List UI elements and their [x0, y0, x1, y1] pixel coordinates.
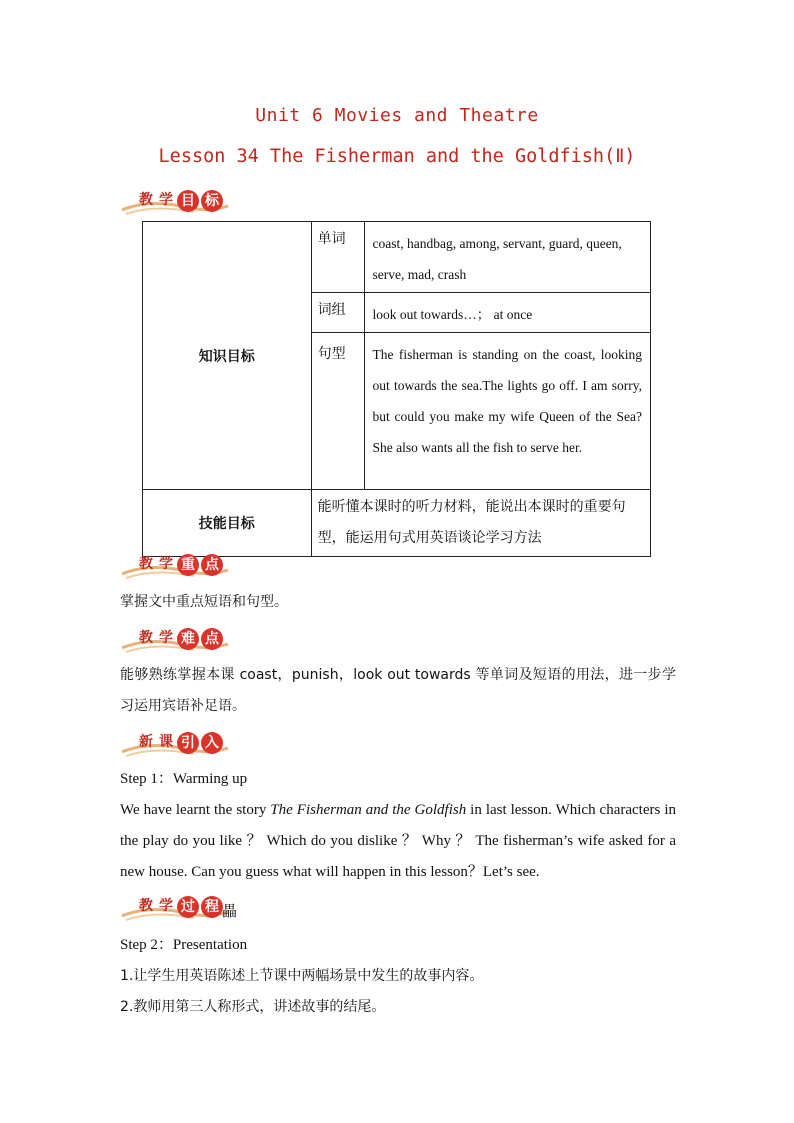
step1-paragraph	[120, 795, 676, 888]
badge-char-highlight: 重	[177, 554, 199, 576]
step1-text-before: We have learnt the story	[120, 802, 271, 818]
difficulties-text: 能够熟练掌握本课 coast，punish，look out towards 等单词及短语的用法，进一步学习运用宾语补足语。	[120, 667, 676, 714]
key-points-text: 掌握文中重点短语和句型。	[120, 594, 288, 610]
badge-char-highlight: 标	[201, 190, 223, 212]
badge-char-highlight: 程	[201, 896, 223, 918]
badge-char: 教	[139, 192, 153, 208]
row-content-sentences: The fisherman is standing on the coast, looking out towards the sea.The lights go off. I am sorry, but could you make my wife Queen of the Sea?She also wants all the fish to serve her.	[364, 333, 650, 490]
section-badge-intro	[120, 730, 230, 758]
step1-heading: Step 1：Warming up	[120, 771, 248, 787]
section-badge-difficulties	[120, 626, 230, 654]
knowledge-goal-label: 知识目标	[143, 222, 312, 490]
badge-char-highlight: 目	[177, 190, 199, 212]
step2-item: 2.教师用第三人称形式，讲述故事的结尾。	[120, 999, 386, 1015]
unit-title: Unit 6 Movies and Theatre	[255, 105, 539, 126]
row-content-words: coast, handbag, among, servant, guard, queen, serve, mad, crash	[364, 222, 650, 293]
badge-char: 学	[159, 556, 173, 572]
section-badge-process	[120, 894, 238, 922]
step2-item: 1.让学生用英语陈述上节课中两幅场景中发生的故事内容。	[120, 968, 484, 984]
row-label-sentences: 句型	[311, 333, 364, 490]
badge-char-highlight: 引	[177, 732, 199, 754]
badge-char: 新	[139, 734, 153, 750]
row-content-phrases: look out towards…； at once	[364, 293, 650, 333]
badge-char-highlight: 点	[201, 554, 223, 576]
badge-extra-glyph: 畾	[222, 902, 238, 920]
story-title: The Fisherman and the Goldfish	[270, 802, 467, 818]
step2-heading: Step 2：Presentation	[120, 937, 248, 953]
badge-char-highlight: 点	[201, 628, 223, 650]
row-label-phrases: 词组	[311, 293, 364, 333]
badge-char: 学	[159, 192, 173, 208]
badge-char: 学	[159, 898, 173, 914]
badge-char: 教	[139, 556, 153, 572]
section-badge-key-points	[120, 552, 230, 580]
badge-char-highlight: 过	[177, 896, 199, 918]
goals-table	[142, 221, 651, 557]
badge-char: 课	[159, 734, 173, 750]
row-label-words: 单词	[311, 222, 364, 293]
badge-char: 学	[159, 630, 173, 646]
skill-goal-content: 能听懂本课时的听力材料，能说出本课时的重要句型，能运用句式用英语谈论学习方法	[311, 490, 650, 557]
skill-goal-label: 技能目标	[143, 490, 312, 557]
badge-char: 教	[139, 630, 153, 646]
badge-char: 教	[139, 898, 153, 914]
section-badge-goals	[120, 188, 230, 216]
badge-char-highlight: 难	[177, 628, 199, 650]
step1-text-after: in last lesson. Which characters in the play do you like ？ Which do you dislike ？ Why ？ The fisherman’s wife asked for a new house. Can you guess what will happen in this lesson？Let’s see.	[120, 802, 676, 880]
badge-char-highlight: 入	[201, 732, 223, 754]
lesson-title: Lesson 34 The Fisherman and the Goldfish(Ⅱ)	[158, 146, 636, 167]
